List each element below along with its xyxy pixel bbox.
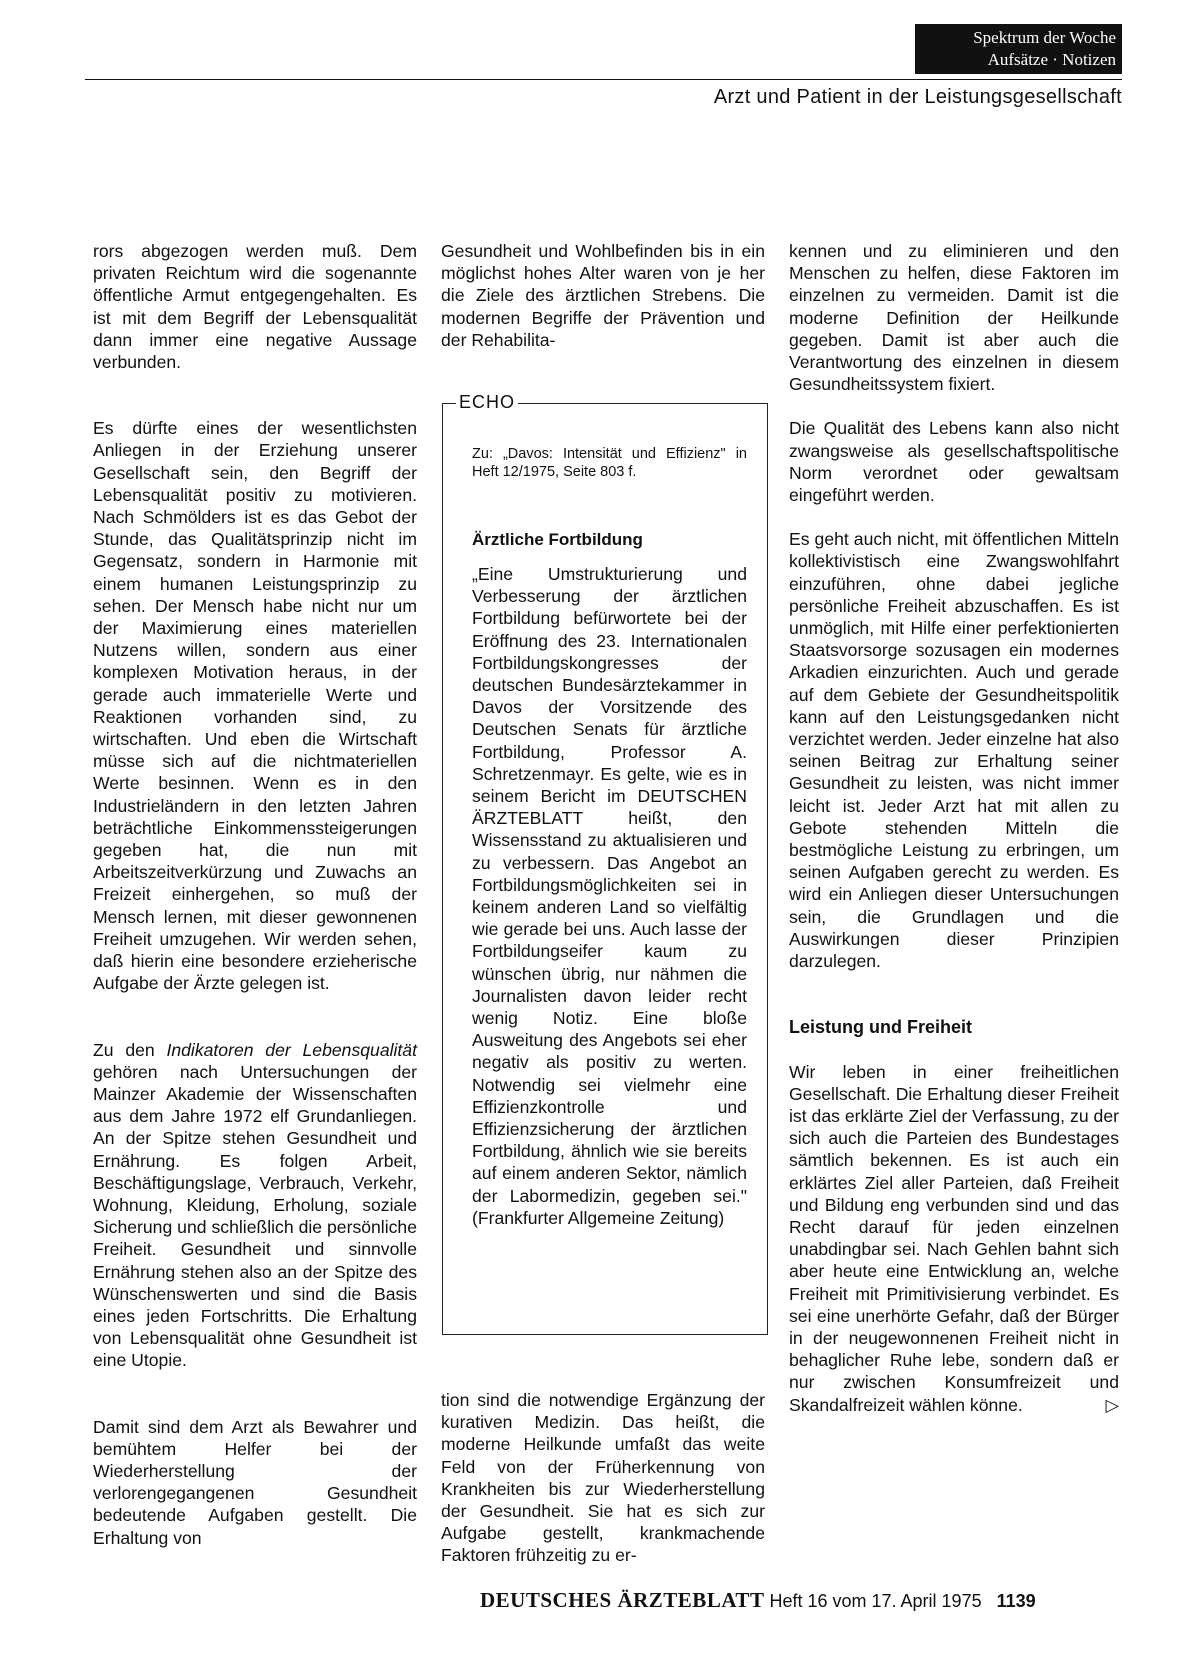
section-label-line2: Aufsätze · Notizen bbox=[987, 50, 1116, 69]
echo-reference: Zu: „Davos: Intensität und Effizienz" in Heft 12/1975, Seite 803 f. bbox=[472, 446, 747, 480]
journal-name: DEUTSCHES ÄRZTEBLATT bbox=[480, 1588, 765, 1612]
column-1 bbox=[93, 240, 417, 1549]
paragraph: Gesundheit und Wohlbefinden bis in ein möglichst hohes Alter waren von je her die Ziele des ärztlichen Strebens. Die modernen Begriffe der Prävention und der Rehabilita- bbox=[441, 241, 765, 350]
paragraph: tion sind die notwendige Ergänzung der kurativen Medizin. Das heißt, die moderne Heilkunde umfaßt das weite Feld von der Früherkennung von Krankheiten bis zur Wiederherstellung der Gesundheit. Sie hat es sich zur Aufgabe gestellt, krankmachende Faktoren frühzeitig zu er- bbox=[441, 1390, 765, 1566]
paragraph bbox=[789, 1061, 1119, 1416]
paragraph: kennen und zu eliminieren und den Menschen zu helfen, diese Faktoren im einzelnen zu vermeiden. Damit ist die moderne Definition der Heilkunde gegeben. Damit ist aber auch die Verantwortung des einzelnen in diesem Gesundheitssystem fixiert. bbox=[789, 241, 1119, 395]
article-series-title: Arzt und Patient in der Leistungsgesellschaft bbox=[713, 86, 1122, 108]
column-3 bbox=[789, 240, 1119, 1416]
paragraph: Es geht auch nicht, mit öffentlichen Mitteln kollektivistisch eine Zwangswohlfahrt einzuführen, ohne dabei jegliche persönliche Freiheit abzuschaffen. Es ist unmöglich, mit Hilfe einer perfektionierten Staatsvorsorge sozusagen ein modernes Arkadien einzurichten. Auch und gerade auf dem Gebiete der Gesundheitspolitik kann auf den Leistungsgedanken nicht verzichtet werden. Jeder einzelne hat also seinen Beitrag zur Erhaltung seiner Gesundheit zu leisten, was nicht immer leicht ist. Jeder Arzt hat mit allen zu Gebote stehenden Mitteln die bestmögliche Leistung zu erbringen, um seinen Aufgaben gerecht zu werden. Es wird ein Anliegen dieser Untersuchungen sein, die Grundlagen und die Auswirkungen dieser Prinzipien darzulegen. bbox=[789, 529, 1119, 972]
paragraph bbox=[93, 1039, 417, 1372]
italic-term: Indikatoren der Lebensqualität bbox=[166, 1039, 417, 1060]
echo-body: „Eine Umstrukturierung und Verbesserung der ärztlichen Fortbildung befürwortete bei der Eröffnung des 23. Internationalen Fortbildungskongresses der deutschen Bundesärztekammer in Davos der Vorsitzende des Deutschen Senats für ärztliche Fortbildung, Professor A. Schretzenmayr. Es gelte, wie es in seinem Bericht im DEUTSCHEN ÄRZTEBLATT heißt, den Wissensstand zu aktualisieren und zu verbessern. Das Angebot an Fortbildungsmöglichkeiten sei in keinem anderen Land so vielfältig wie gerade bei uns. Auch lasse der Fortbildungseifer kaum zu wünschen übrig, nur nähmen die Journalisten davon leider recht wenig Notiz. Eine bloße Ausweitung des Angebots sei eher negativ als positiv zu werten. Notwendig sei vielmehr eine Effizienzkontrolle und Effizienzsicherung der ärztlichen Fortbildung, ähnlich wie sie bereits auf einem anderen Sektor, nämlich der Labormedizin, gegeben sei." (Frankfurter Allgemeine Zeitung) bbox=[472, 564, 747, 1228]
subheading: Leistung und Freiheit bbox=[789, 1017, 972, 1038]
echo-heading: Ärztliche Fortbildung bbox=[472, 530, 643, 549]
echo-label: ECHO bbox=[456, 392, 518, 413]
page-footer bbox=[480, 1588, 1036, 1613]
issue-info: Heft 16 vom 17. April 1975 bbox=[769, 1591, 982, 1611]
header-rule bbox=[85, 79, 1122, 80]
paragraph: Die Qualität des Lebens kann also nicht zwangsweise als gesellschaftspolitische Norm verordnet oder gewaltsam eingeführt werden. bbox=[789, 418, 1119, 506]
paragraph: rors abgezogen werden muß. Dem privaten Reichtum wird die sogenannte öffentliche Armut entgegengehalten. Es ist mit dem Begriff der Lebensqualität dann immer eine negative Aussage verbunden. bbox=[93, 241, 417, 373]
text-run: gehören nach Untersuchungen der Mainzer Akademie der Wissenschaften aus dem Jahre 1972 elf Grundanliegen. An der Spitze stehen Gesundheit und Ernährung. Es folgen Arbeit, Beschäftigungslage, Verbrauch, Verkehr, Wohnung, Kleidung, Erholung, soziale Sicherung und schließlich die persönliche Freiheit. Gesundheit und sinnvolle Ernährung stehen also an der Spitze des Wünschenswerten und sind die Basis eines jeden Fortschritts. Die Erhaltung von Lebensqualität ohne Gesundheit ist eine Utopie. bbox=[93, 1061, 417, 1371]
column-2-top bbox=[441, 240, 765, 351]
page-number: 1139 bbox=[996, 1591, 1036, 1611]
text-run: Wir leben in einer freiheitlichen Gesellschaft. Die Erhaltung dieser Freiheit ist das erklärte Ziel der Verfassung, zu der sich auch die Parteien des Bundestages sämtlich bekennen. Es ist auch ein erklärtes Ziel aller Parteien, daß Freiheit und Bildung eng verbunden sind und das Recht darauf für jeden einzelnen unabdingbar sei. Nach Gehlen bahnt sich aber heute eine Entwicklung an, welche Freiheit mit Primitivisierung verbindet. Es sei eine unerhörte Gefahr, daß der Bürger in der neugewonnenen Freiheit nicht in behaglicher Ruhe lebe, sondern daß er nur zwischen Konsumfreizeit und Skandalfreizeit wählen könne. bbox=[789, 1061, 1119, 1415]
section-label-line1: Spektrum der Woche bbox=[973, 28, 1116, 47]
paragraph: Damit sind dem Arzt als Bewahrer und bemühtem Helfer bei der Wiederherstellung der verlorengegangenen Gesundheit bedeutende Aufgaben gestellt. Die Erhaltung von bbox=[93, 1416, 417, 1548]
column-2-bottom bbox=[441, 1389, 765, 1567]
paragraph: Es dürfte eines der wesentlichsten Anliegen in der Erziehung unserer Gesellschaft sein, den Begriff der Lebensqualität positiv zu motivieren. Nach Schmölders ist es das Gebot der Stunde, das Qualitätsprinzip nicht im Gegensatz, sondern in Harmonie mit einem humanen Leistungsprinzip zu sehen. Der Mensch habe nicht nur um der Maximierung eines materiellen Nutzens willen, sondern aus einer komplexen Motivation heraus, in der gerade auch immaterielle Werte und Reaktionen vorhanden sind, zu wirtschaften. Und eben die Wirtschaft müsse sich auf die nichtmateriellen Werte besinnen. Wenn es in den Industrieländern in den letzten Jahren beträchtliche Einkommenssteigerungen gegeben hat, die nun mit Arbeitszeitverkürzung und Zuwachs an Freizeit einhergehen, so muß der Mensch lernen, mit dieser gewonnenen Freiheit umzugehen. Wir werden sehen, daß hierin eine besondere erzieherische Aufgabe der Ärzte gelegen ist. bbox=[93, 418, 417, 994]
continue-arrow-icon: ▷ bbox=[1105, 1394, 1119, 1415]
section-label-box bbox=[915, 24, 1122, 74]
text-run: Zu den bbox=[93, 1039, 167, 1060]
